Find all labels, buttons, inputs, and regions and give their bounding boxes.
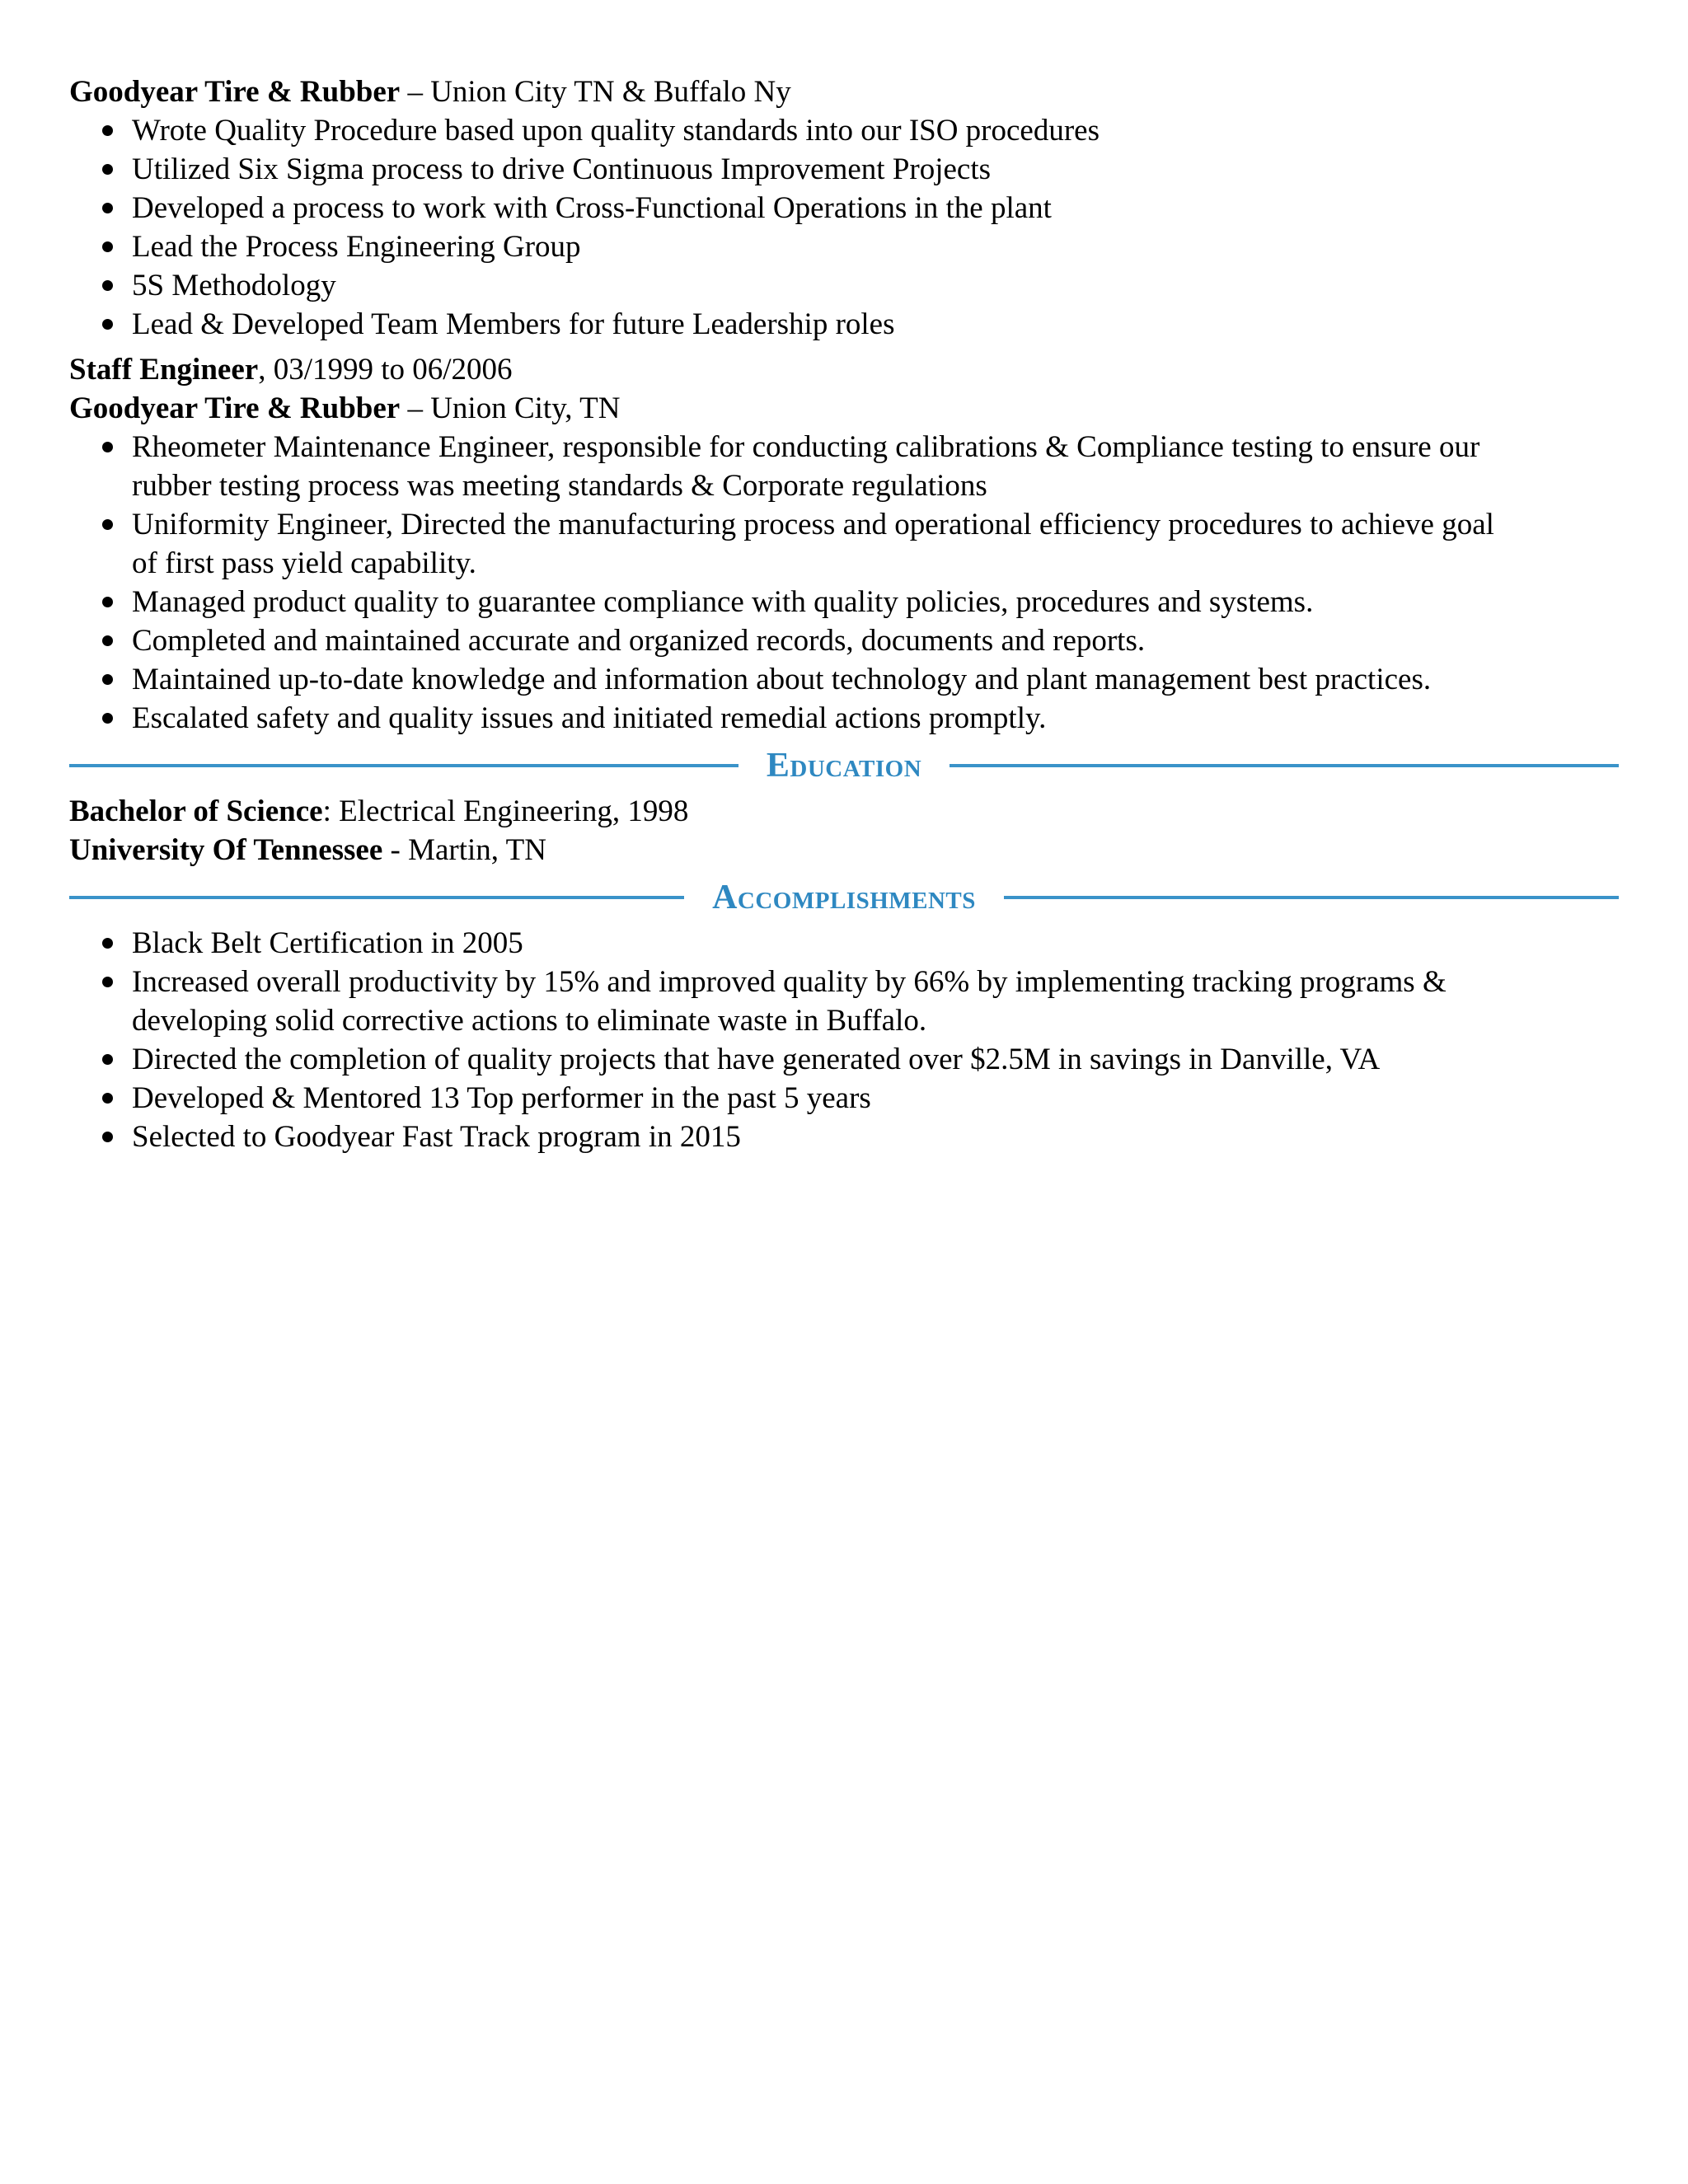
list-item — [132, 1118, 1619, 1156]
list-item — [132, 963, 1619, 1040]
divider-right — [1004, 896, 1619, 899]
job-title-line — [69, 350, 1619, 389]
list-item — [132, 621, 1619, 660]
list-item-text: Managed product quality to guarantee compliance with quality policies, procedures and systems. — [132, 585, 1314, 619]
degree: Bachelor of Science — [69, 794, 323, 828]
list-item-text-continued: rubber testing process was meeting standards & Corporate regulations — [132, 469, 987, 503]
list-item-text: 5S Methodology — [132, 269, 336, 302]
school-location: - Martin, TN — [382, 833, 546, 867]
section-title: Accomplishments — [712, 879, 976, 916]
job-dates: , 03/1999 to 06/2006 — [258, 353, 513, 387]
job-bullet-list — [69, 428, 1619, 738]
list-item — [132, 428, 1619, 505]
list-item — [132, 1079, 1619, 1118]
bullet-icon — [102, 241, 113, 252]
job-company-line — [69, 389, 1619, 428]
list-item-text-continued: of first pass yield capability. — [132, 546, 476, 580]
job-entry-staff-engineer — [69, 350, 1619, 738]
job-location: – Union City, TN — [400, 391, 621, 425]
school-name: University Of Tennessee — [69, 833, 383, 867]
list-item-text: Developed a process to work with Cross-Functional Operations in the plant — [132, 191, 1052, 225]
list-item — [132, 305, 1619, 344]
bullet-icon — [102, 203, 113, 213]
bullet-icon — [102, 125, 113, 136]
list-item — [132, 505, 1619, 583]
job-location: – Union City TN & Buffalo Ny — [400, 75, 791, 109]
list-item — [132, 266, 1619, 305]
list-item-text: Lead & Developed Team Members for future Leadership roles — [132, 307, 895, 341]
list-item-text: Escalated safety and quality issues and initiated remedial actions promptly. — [132, 701, 1047, 735]
list-item-text: Completed and maintained accurate and organized records, documents and reports. — [132, 624, 1146, 658]
job-company: Goodyear Tire & Rubber — [69, 75, 401, 109]
list-item — [132, 660, 1619, 699]
bullet-icon — [102, 442, 113, 452]
list-item-text: Utilized Six Sigma process to drive Continuous Improvement Projects — [132, 152, 992, 186]
list-item — [132, 924, 1619, 963]
education-heading — [69, 741, 1619, 790]
list-item — [132, 111, 1619, 150]
list-item — [132, 189, 1619, 227]
section-title: Education — [766, 747, 922, 785]
degree-field: : Electrical Engineering, 1998 — [322, 794, 689, 828]
spacer — [69, 344, 1619, 350]
list-item — [132, 150, 1619, 189]
education-entry — [69, 792, 1619, 869]
bullet-icon — [102, 1132, 113, 1142]
bullet-icon — [102, 674, 113, 685]
bullet-icon — [102, 1093, 113, 1104]
list-item-text: Black Belt Certification in 2005 — [132, 926, 523, 960]
divider-left — [69, 764, 738, 767]
list-item — [132, 227, 1619, 266]
job-entry-goodyear-union-city-buffalo — [69, 73, 1619, 344]
divider-left — [69, 896, 684, 899]
job-title: Staff Engineer — [69, 353, 259, 387]
list-item-text: Maintained up-to-date knowledge and information about technology and plant management best practices. — [132, 663, 1432, 696]
job-bullet-list — [69, 111, 1619, 344]
divider-right — [950, 764, 1619, 767]
list-item-text: Directed the completion of quality projects that have generated over $2.5M in savings in Danville, VA — [132, 1043, 1381, 1076]
list-item-text: Increased overall productivity by 15% and improved quality by 66% by implementing tracking programs & — [132, 965, 1447, 999]
list-item-text: Rheometer Maintenance Engineer, responsible for conducting calibrations & Compliance testing to ensure our — [132, 430, 1480, 464]
accomplishments-heading — [69, 873, 1619, 922]
bullet-icon — [102, 977, 113, 987]
bullet-icon — [102, 1054, 113, 1065]
list-item-text: Selected to Goodyear Fast Track program in 2015 — [132, 1120, 741, 1154]
bullet-icon — [102, 319, 113, 330]
list-item-text-continued: developing solid corrective actions to eliminate waste in Buffalo. — [132, 1004, 927, 1038]
job-company: Goodyear Tire & Rubber — [69, 391, 401, 425]
list-item-text: Wrote Quality Procedure based upon quality standards into our ISO procedures — [132, 114, 1100, 148]
bullet-icon — [102, 597, 113, 607]
list-item-text: Lead the Process Engineering Group — [132, 230, 581, 264]
list-item — [132, 699, 1619, 738]
bullet-icon — [102, 164, 113, 175]
list-item-text: Developed & Mentored 13 Top performer in the past 5 years — [132, 1081, 871, 1115]
resume-page — [69, 73, 1619, 1156]
degree-line — [69, 792, 1619, 831]
bullet-icon — [102, 519, 113, 530]
list-item-text: Uniformity Engineer, Directed the manufacturing process and operational efficiency procedures to achieve goal — [132, 508, 1494, 541]
bullet-icon — [102, 938, 113, 949]
bullet-icon — [102, 713, 113, 724]
accomplishments-list — [69, 924, 1619, 1156]
bullet-icon — [102, 635, 113, 646]
list-item — [132, 583, 1619, 621]
school-line — [69, 831, 1619, 869]
list-item — [132, 1040, 1619, 1079]
bullet-icon — [102, 280, 113, 291]
job-company-line — [69, 73, 1619, 111]
